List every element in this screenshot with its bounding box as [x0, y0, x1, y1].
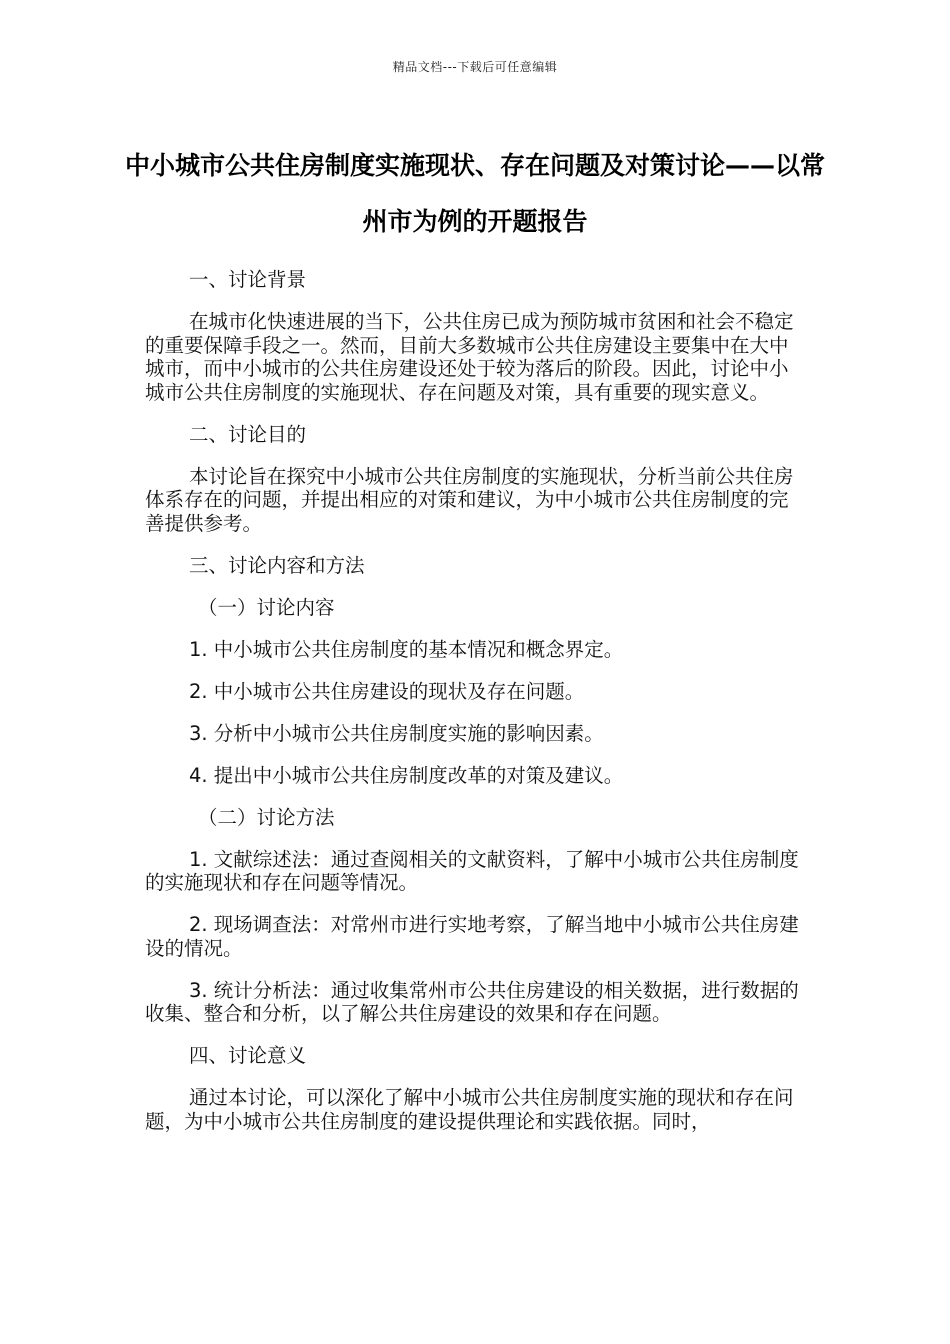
- document-title: 中小城市公共住房制度实施现状、存在问题及对策讨论——以常州市为例的开题报告: [124, 151, 825, 236]
- method-item-2: 2. 现场调查法：对常州市进行实地考察，了解当地中小城市公共住房建设的情况。: [145, 913, 799, 960]
- method-item-1: 1. 文献综述法：通过查阅相关的文献资料，了解中小城市公共住房制度的实施现状和存在问题等情况。: [145, 847, 799, 894]
- section-heading-purpose: 二、讨论目的: [189, 422, 307, 446]
- content-item-3: 3. 分析中小城市公共住房制度实施的影响因素。: [189, 721, 604, 745]
- content-item-2: 2. 中小城市公共住房建设的现状及存在问题。: [189, 679, 585, 703]
- document-body: [145, 268, 805, 1152]
- subheading-method: （二）讨论方法: [198, 805, 335, 829]
- paragraph-significance: 通过本讨论，可以深化了解中小城市公共住房制度实施的现状和存在问题，为中小城市公共住房制度的建设提供理论和实践依据。同时，: [145, 1086, 794, 1133]
- section-heading-content-method: 三、讨论内容和方法: [189, 553, 365, 577]
- content-item-4: 4. 提出中小城市公共住房制度改革的对策及建议。: [189, 763, 624, 787]
- method-item-3: 3. 统计分析法：通过收集常州市公共住房建设的相关数据，进行数据的收集、整合和分析，以了解公共住房建设的效果和存在问题。: [145, 978, 799, 1025]
- section-heading-significance: 四、讨论意义: [189, 1044, 307, 1067]
- content-item-1: 1. 中小城市公共住房制度的基本情况和概念界定。: [189, 637, 624, 661]
- paragraph-background: 在城市化快速进展的当下，公共住房已成为预防城市贫困和社会不稳定的重要保障手段之一。然而，目前大多数城市公共住房建设主要集中在大中城市，而中小城市的公共住房建设还处于较为落后的阶段。因此，讨论中小城市公共住房制度的实施现状、存在问题及对策，具有重要的现实意义。: [145, 310, 794, 404]
- section-heading-background: 一、讨论背景: [189, 268, 307, 291]
- subheading-content: （一）讨论内容: [198, 595, 335, 619]
- header-note: 精品文档---下载后可任意编辑: [392, 60, 558, 74]
- paragraph-purpose: 本讨论旨在探究中小城市公共住房制度的实施现状，分析当前公共住房体系存在的问题，并提出相应的对策和建议，为中小城市公共住房制度的完善提供参考。: [145, 464, 794, 535]
